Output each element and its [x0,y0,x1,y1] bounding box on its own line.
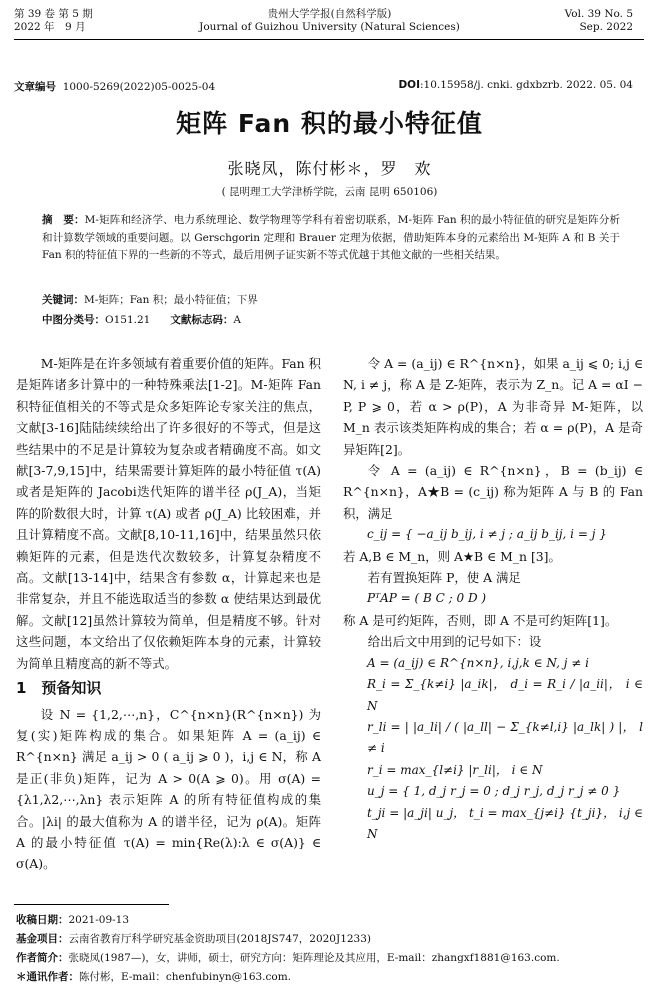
cij-formula: c_ij = { −a_ij b_ij, i ≠ j ; a_ij b_ij, i = j } [367,527,607,542]
footnote-author: 作者简介：张晓凤(1987—)，女，讲师，硕士，研究方向：矩阵理论及其应用，E-mail：zhangxf1881@163.com. [16,952,560,964]
permutation-sentence: 若有置换矩阵 P，使 A 满足 [367,570,521,586]
notation-eq-3: r_li = | |a_li| / ( |a_ll| − Σ_{k≠l,i} |a_lk| ) |， l ≠ i [367,719,643,756]
keywords: 关键词：M-矩阵；Fan 积；最小特征值；下界 [42,294,258,306]
abstract: 摘 要：M-矩阵和经济学、电力系统理论、数学物理等学科有着密切联系，M-矩阵 Fan 积的最小特征值的研究是矩阵分析和计算数学领域的重要问题。以 Gerschgorin 定理和 Brauer 定理为依据，借助矩阵本身的元素给出 M-矩阵 A 和 B 关于 Fan 积的特征值下界的一些新的不等式，最后用例子证实新不等式优越于其他文献的一些相关结果。 [42,214,620,261]
z-matrix-paragraph: 令 A = (a_ij) ∈ R^{n×n}，如果 a_ij ⩽ 0; i,j ∈ N, i ≠ j，称 A 是 Z-矩阵，表示为 Z_n。记 A = αI − P, P ⩾ 0，若 α > ρ(P)，A 为非奇异 M-矩阵，以 M_n 表示该类矩阵构成的集合；若 α = ρ(P)，A 是奇异矩阵[2]。 [343,356,643,457]
section-heading: 1 预备知识 [16,679,102,698]
fan-product-paragraph: 令 A = (a_ij) ∈ R^{n×n}，B = (b_ij) ∈ R^{n×n}，A★B = (c_ij) 称为矩阵 A 与 B 的 Fan 积，满足 [343,463,643,521]
running-header-volume: 第 39 卷 第 5 期 2022 年 9 月 [14,8,93,33]
affiliation: ( 昆明理工大学津桥学院，云南 昆明 650106) [221,186,438,198]
footnote-received: 收稿日期：2021-09-13 [16,914,130,926]
classification: 中图分类号：O151.21 文献标志码：A [42,314,241,326]
paper-title: 矩阵 Fan 积的最小特征值 [176,109,483,138]
intro-paragraph: M-矩阵是在许多领域有着重要价值的矩阵。Fan 积是矩阵诸多计算中的一种特殊乘法[1-2]。M-矩阵 Fan 积特征值相关的不等式是众多矩阵论专家关注的焦点，文献[3-16]陆陆续续给出了许多很好的不等式，但是这些结果中的不足是计算较为复杂或者精确度不高。如文献[3-7,9,15]中，结果需要计算矩阵的最小特征值 τ(A) 或者是矩阵的 Jacobi迭代矩阵的谱半径 ρ(J_A)，当矩阵的阶数很大时，计算 τ(A) 或者 ρ(J_A) 比较困难，并且计算精度不高。文献[8,10-11,16]中，结果虽然只依赖矩阵的元素，但是迭代次数较多，计算复杂精度不高。文献[13-14]中，结果含有参数 α，计算起来也是非常复杂，并且不能选取适当的参数 α 使结果达到最优解。文献[12]虽然计算较为简单，但是精度不够。针对这些问题，本文给出了仅依赖矩阵本身的元素，计算较为简单且精度高的新不等式。 [16,356,321,671]
footnote-correspondence: ＊通讯作者：陈付彬，E-mail：chenfubinyn@163.com. [16,971,292,983]
authors: 张晓凤，陈付彬＊，罗 欢 [227,159,432,178]
notation-eq-6: t_ji = |a_ji| u_j， t_i = max_{j≠i} {t_ji}， i,j ∈ N [367,805,643,841]
notation-eq-4: r_i = max_{l≠i} |r_li|， i ∈ N [367,762,543,777]
right-column [343,353,643,845]
notation-eq-5: u_j = { 1, d_j r_j = 0 ; d_j r_j, d_j r_j ≠ 0 } [367,784,621,799]
header-rule [14,39,644,40]
footnote-rule [14,904,169,905]
permutation-formula: PᵀAP = ( B C ; 0 D ) [367,591,487,606]
closure-sentence: 若 A,B ∈ M_n，则 A★B ∈ M_n [3]。 [343,548,561,564]
running-header-journal: 贵州大学学报(自然科学版) Journal of Guizhou University (Natural Sciences) [199,8,460,33]
left-column [16,353,321,875]
running-header-vol-en: Vol. 39 No. 5 Sep. 2022 [564,8,633,33]
notation-intro: 给出后文中用到的记号如下：设 [367,634,542,650]
footnote-fund: 基金项目：云南省教育厅科学研究基金资助项目(2018JS747，2020J1233) [16,933,372,945]
reducible-sentence: 称 A 是可约矩阵，否则，即 A 不是可约矩阵[1]。 [343,612,618,628]
article-number: 文章编号 1000-5269(2022)05-0025-04 [14,81,216,93]
notation-eq-1: A = (a_ij) ∈ R^{n×n}, i,j,k ∈ N, j ≠ i [367,655,590,670]
doi: DOI:10.15958/j. cnki. gdxbzrb. 2022. 05. 04 [398,79,633,91]
definitions-paragraph: 设 N = {1,2,⋯,n}，C^{n×n}(R^{n×n}) 为复(实)矩阵构成的集合。如果矩阵 A = (a_ij) ∈ R^{n×n} 满足 a_ij > 0 ( a_ij ⩾ 0 )，i,j ∈ N，称 A 是正(非负)矩阵，记为 A > 0(A ⩾ 0)。用 σ(A) = {λ1,λ2,⋯,λn} 表示矩阵 A 的所有特征值构成的集合。|λi| 的最大值称为 A 的谱半径，记为 ρ(A)。矩阵 A 的最小特征值 τ(A) = min{Re(λ):λ ∈ σ(A)} ∈ σ(A)。 [16,706,321,872]
notation-eq-2: R_i = Σ_{k≠i} |a_ik|， d_i = R_i / |a_ii|， i ∈ N [367,677,643,713]
